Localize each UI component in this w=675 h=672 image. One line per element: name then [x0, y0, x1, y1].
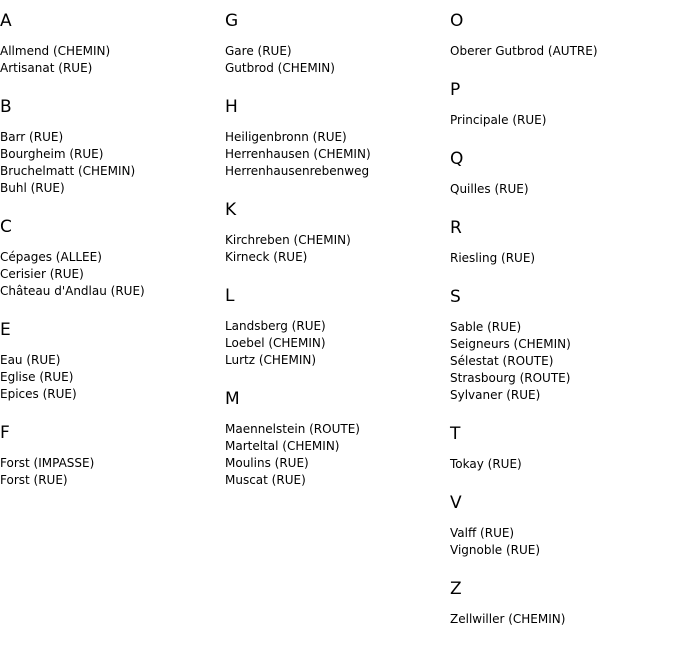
section-letter: Z [450, 579, 462, 599]
street-item[interactable]: Bourgheim (RUE) [0, 147, 104, 161]
letter-section-f [0, 423, 225, 489]
section-letter: O [450, 11, 464, 31]
section-letter: A [0, 11, 12, 31]
section-letter: R [450, 218, 462, 238]
street-list [0, 455, 225, 489]
street-list [0, 249, 225, 300]
street-item[interactable]: Sylvaner (RUE) [450, 388, 541, 402]
section-letter: Q [450, 149, 464, 169]
street-item[interactable]: Château d'Andlau (RUE) [0, 284, 145, 298]
street-item[interactable]: Zellwiller (CHEMIN) [450, 612, 566, 626]
street-item[interactable]: Tokay (RUE) [450, 457, 522, 471]
section-letter: E [0, 320, 11, 340]
street-list [225, 421, 450, 489]
street-item[interactable]: Buhl (RUE) [0, 181, 65, 195]
index-column-3 [450, 11, 675, 648]
street-item[interactable]: Moulins (RUE) [225, 456, 309, 470]
street-item[interactable]: Kirchreben (CHEMIN) [225, 233, 351, 247]
street-list [225, 318, 450, 369]
letter-section-r [450, 218, 675, 267]
street-item[interactable]: Maennelstein (ROUTE) [225, 422, 360, 436]
street-item[interactable]: Seigneurs (CHEMIN) [450, 337, 571, 351]
section-letter: S [450, 287, 461, 307]
section-letter: K [225, 200, 237, 220]
letter-section-e [0, 320, 225, 403]
street-list [450, 250, 675, 267]
street-item[interactable]: Gutbrod (CHEMIN) [225, 61, 335, 75]
street-list [225, 129, 450, 180]
letter-section-o [450, 11, 675, 60]
index-column-2 [225, 11, 450, 509]
street-item[interactable]: Vignoble (RUE) [450, 543, 541, 557]
letter-section-v [450, 493, 675, 559]
section-letter: P [450, 80, 461, 100]
street-item[interactable]: Eau (RUE) [0, 353, 61, 367]
letter-section-m [225, 389, 450, 489]
letter-section-l [225, 286, 450, 369]
street-item[interactable]: Eglise (RUE) [0, 370, 74, 384]
street-item[interactable]: Lurtz (CHEMIN) [225, 353, 317, 367]
street-list [0, 129, 225, 197]
section-letter: M [225, 389, 240, 409]
street-item[interactable]: Forst (RUE) [0, 473, 68, 487]
street-list [450, 112, 675, 129]
street-item[interactable]: Bruchelmatt (CHEMIN) [0, 164, 136, 178]
section-letter: G [225, 11, 239, 31]
street-item[interactable]: Landsberg (RUE) [225, 319, 326, 333]
street-item[interactable]: Gare (RUE) [225, 44, 292, 58]
letter-section-c [0, 217, 225, 300]
letter-section-p [450, 80, 675, 129]
street-item[interactable]: Herrenhausen (CHEMIN) [225, 147, 371, 161]
letter-section-g [225, 11, 450, 77]
section-letter: H [225, 97, 238, 117]
street-list [450, 525, 675, 559]
street-item[interactable]: Loebel (CHEMIN) [225, 336, 326, 350]
section-letter: B [0, 97, 12, 117]
street-item[interactable]: Sable (RUE) [450, 320, 522, 334]
section-letter: T [450, 424, 461, 444]
street-list [0, 43, 225, 77]
letter-section-h [225, 97, 450, 180]
letter-section-b [0, 97, 225, 197]
street-item[interactable]: Allmend (CHEMIN) [0, 44, 111, 58]
section-letter: C [0, 217, 12, 237]
street-item[interactable]: Cerisier (RUE) [0, 267, 84, 281]
street-list [450, 43, 675, 60]
section-letter: F [0, 423, 10, 443]
street-item[interactable]: Valff (RUE) [450, 526, 515, 540]
street-item[interactable]: Principale (RUE) [450, 113, 547, 127]
street-item[interactable]: Epices (RUE) [0, 387, 77, 401]
letter-section-k [225, 200, 450, 266]
letter-section-a [0, 11, 225, 77]
section-letter: V [450, 493, 462, 513]
street-item[interactable]: Riesling (RUE) [450, 251, 536, 265]
street-item[interactable]: Kirneck (RUE) [225, 250, 308, 264]
street-item[interactable]: Forst (IMPASSE) [0, 456, 95, 470]
street-item[interactable]: Artisanat (RUE) [0, 61, 93, 75]
street-list [450, 181, 675, 198]
letter-section-z [450, 579, 675, 628]
street-item[interactable]: Muscat (RUE) [225, 473, 306, 487]
street-item[interactable]: Strasbourg (ROUTE) [450, 371, 571, 385]
letter-section-q [450, 149, 675, 198]
street-item[interactable]: Marteltal (CHEMIN) [225, 439, 340, 453]
letter-section-t [450, 424, 675, 473]
street-item[interactable]: Herrenhausenrebenweg [225, 164, 370, 178]
street-item[interactable]: Sélestat (ROUTE) [450, 354, 554, 368]
index-column-1 [0, 11, 225, 509]
street-item[interactable]: Quilles (RUE) [450, 182, 529, 196]
street-list [225, 232, 450, 266]
street-list [450, 611, 675, 628]
street-list [225, 43, 450, 77]
street-item[interactable]: Barr (RUE) [0, 130, 64, 144]
street-item[interactable]: Cépages (ALLEE) [0, 250, 102, 264]
section-letter: L [225, 286, 235, 306]
street-list [450, 319, 675, 404]
street-list [0, 352, 225, 403]
street-item[interactable]: Oberer Gutbrod (AUTRE) [450, 44, 598, 58]
street-item[interactable]: Heiligenbronn (RUE) [225, 130, 347, 144]
letter-section-s [450, 287, 675, 404]
street-list [450, 456, 675, 473]
